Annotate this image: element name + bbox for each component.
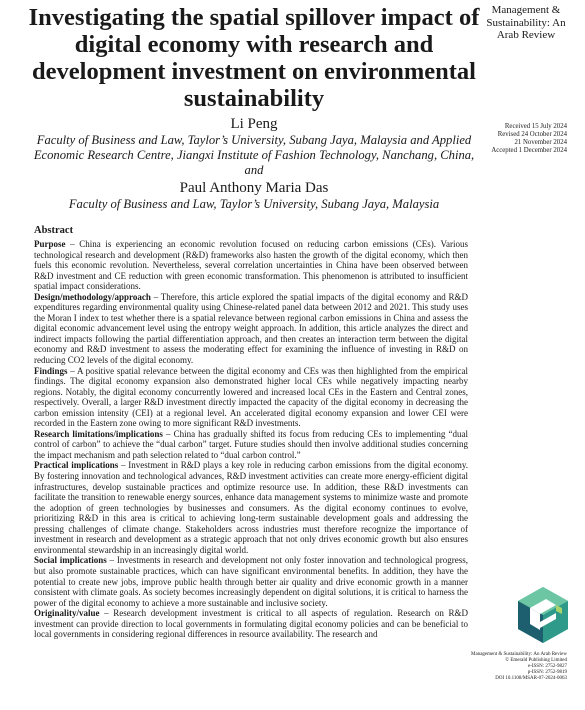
article-history [491,123,567,155]
section-text: – Investments in research and development not only foster innovation and technological progress, but also promote sustainable practices, which can have significant environmental benefits. In addition, they have the potential to create new jobs, improve public health through better air quality and drive economic growth in a manner consistent with climate goals. As society becomes increasingly dependent on digital solutions, it is critical to harness the power of the digital economy to achieve a more sustainable and inclusive society. [34,555,468,608]
section-text: – China has gradually shifted its focus from reducing CEs to implementing “dual control of carbon” to achieve the “dual carbon” target. Future studies should then involve additional studies concerning the impact mechanism and path selection related to “dual carbon control.” [34,428,468,460]
abstract-heading: Abstract [34,225,74,236]
publication-info [457,652,567,682]
abstract-section-practical [34,460,468,555]
abstract-section-originality [34,608,468,640]
revised-date: Revised 24 October 2024 [497,131,567,138]
article-title: Investigating the spatial spillover impact of digital economy with research and development investment on environmental sustainability [28,4,480,112]
footer-pissn: p-ISSN: 2752-9819 [527,670,567,675]
abstract [34,225,468,640]
author-block [24,116,484,212]
author-name: Paul Anthony Maria Das [179,180,329,196]
section-text: – A positive spatial relevance between the digital economy and CEs was then highlighted from the empirical findings. The digital economy expansion also demonstrated higher local CEs while negatively impacting nearby regions. Notably, the digital economy concurrently lowered and increased local CEs in the Eastern and Central zones, respectively. Overall, a larger R&D investment directly impacted the capacity of the digital economy in decreasing the carbon emission intensity (CEI) at a regional level. An accelerated digital economy expansion and lower CEI were recorded in the Eastern zone owing to more significant R&D investments. [34,365,468,429]
footer-doi: DOI 10.1108/MSAR-07-2024-0063 [495,676,567,681]
author-name: Li Peng [230,116,278,132]
journal-name-line: Arab Review [496,29,556,41]
author-affiliation: Faculty of Business and Law, Taylor’s University, Subang Jaya, Malaysia and Applied Economic Research Centre, Jiangxi Institute of Fashion Technology, Nanchang, China, and [33,133,475,177]
footer-publisher: © Emerald Publishing Limited [505,658,567,663]
section-text: – Investment in R&D plays a key role in reducing carbon emissions from the digital economy. By fostering innovation and technological advances, R&D investment activities can create more energy-efficient digital infrastructures, develop sustainable practices and optimize resource use. In addition, these R&D investments can facilitate the transition to renewable energy sources, enhance data management systems to minimize waste and promote the adoption of green technologies by businesses and consumers. As the digital economy continues to evolve, prioritizing R&D in this area is critical to achieving long-term sustainable development goals and addressing the pressing challenges of climate change. Stakeholders across industries must therefore recognize the importance of investment in research and development as a strategic approach that not only drives economic growth but also ensures environmental stewardship in an increasingly digital world. [34,460,469,555]
revised-date: 21 November 2024 [514,139,567,146]
section-label: Design/methodology/approach [34,291,151,302]
accepted-date: Accepted 1 December 2024 [491,147,567,154]
journal-name-line: Sustainability: An [486,16,566,29]
abstract-section-purpose [34,239,468,292]
section-label: Research limitations/implications [34,428,163,439]
section-label: Practical implications [34,460,119,471]
abstract-section-limitations [34,429,468,461]
abstract-section-findings [34,366,468,429]
section-text: – Therefore, this article explored the spatial impacts of the digital economy and R&D expenditures regarding environmental quality using Chinese-related panel data between 2012 and 2021. This study uses the Moran I index to test whether there is a spatial relevance between regional carbon emissions in China and assess the digital economic advancement level using the entropy weight approach. In addition, this article analyzes the direct and indirect impacts following the partial differentiation approach, and then creates an interaction term between the digital economy and R&D investment to assess the moderating effect for examining the influence of investing in R&D on reducing CO2 levels of the digital economy. [34,291,468,366]
section-label: Findings [34,365,68,376]
abstract-section-design [34,292,468,366]
section-label: Social implications [34,555,107,566]
author-affiliation: Faculty of Business and Law, Taylor’s University, Subang Jaya, Malaysia [68,197,440,211]
received-date: Received 15 July 2024 [504,123,567,130]
journal-logo-icon [516,586,570,644]
footer-eissn: e-ISSN: 2752-9827 [527,664,567,669]
abstract-section-social [34,555,468,608]
journal-name [472,4,580,42]
journal-name-line: Management & [491,4,561,16]
section-label: Originality/value [34,608,100,619]
footer-journal: Management & Sustainability: An Arab Review [471,652,567,657]
section-label: Purpose [34,239,66,249]
section-text: – Research development investment is critical to all aspects of regulation. Research on R&D investment can provide direction to local governments in formulating digital economy policies and can be beneficial to local governments in considering regional differences in resource availability. The research and [34,608,468,640]
section-text: – China is experiencing an economic revolution focused on reducing carbon emissions (CEs). Various technological research and development (R&D) frameworks also hasten the growth of the digital economy, which then fuels this economic revolution. Nevertheless, several correlation uncertainties in China have been observed between R&D investment and CE reduction with green economic transformation. This phenomenon is attributed to insufficient spatial impact considerations. [34,239,468,292]
